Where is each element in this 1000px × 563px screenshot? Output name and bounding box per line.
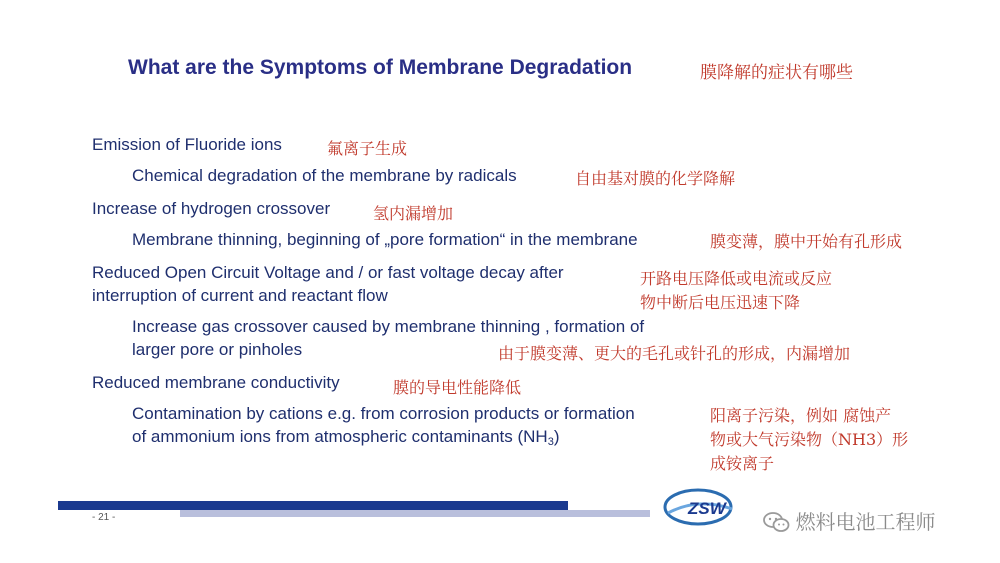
bullet-ocv-line1: Reduced Open Circuit Voltage and / or fast voltage decay after — [92, 263, 564, 282]
page-number: - 21 - — [92, 512, 116, 523]
sub-bullet-gas-crossover-line2: larger pore or pinholes — [132, 340, 303, 359]
contamination-line2-close: ) — [553, 427, 560, 446]
zsw-logo — [662, 487, 740, 532]
sub-bullet-contamination-line2 — [132, 427, 560, 448]
bullet-ocv-zh-line2: 物中断后电压迅速下降 — [640, 293, 801, 312]
sub-bullet-radicals: Chemical degradation of the membrane by radicals — [132, 166, 517, 185]
bullet-conductivity: Reduced membrane conductivity — [92, 373, 340, 392]
slide-title: What are the Symptoms of Membrane Degradation — [128, 56, 633, 79]
bullet-fluoride-zh: 氟离子生成 — [327, 139, 408, 158]
footer-bar-dark — [58, 501, 568, 510]
sub-bullet-contamination-zh-line3: 成铵离子 — [710, 454, 775, 473]
bullet-ocv-line2: interruption of current and reactant flow — [92, 286, 388, 305]
wechat-account-name: 燃料电池工程师 — [795, 512, 936, 534]
sub-bullet-gas-crossover-zh: 由于膜变薄、更大的毛孔或针孔的形成，内漏增加 — [498, 344, 851, 363]
sub-bullet-contamination-zh-line2: 物或大气污染物（NH3）形 — [710, 430, 909, 449]
bullet-hydrogen-crossover: Increase of hydrogen crossover — [92, 199, 331, 218]
sub-bullet-radicals-zh: 自由基对膜的化学降解 — [575, 169, 736, 188]
wechat-watermark — [762, 506, 936, 535]
footer-bar-light — [180, 510, 650, 517]
nh3-subscript: 3 — [547, 436, 554, 448]
sub-bullet-membrane-thinning-zh: 膜变薄，膜中开始有孔形成 — [710, 232, 903, 251]
slide-title-zh: 膜降解的症状有哪些 — [700, 63, 853, 83]
bullet-fluoride: Emission of Fluoride ions — [92, 135, 282, 154]
sub-bullet-contamination-line1: Contamination by cations e.g. from corrosion products or formation — [132, 404, 635, 423]
contamination-line2-text: of ammonium ions from atmospheric contaminants (NH — [132, 427, 548, 446]
wechat-icon — [762, 511, 790, 533]
sub-bullet-gas-crossover-line1: Increase gas crossover caused by membrane thinning , formation of — [132, 317, 645, 336]
bullet-conductivity-zh: 膜的导电性能降低 — [393, 378, 522, 397]
sub-bullet-membrane-thinning: Membrane thinning, beginning of „pore formation“ in the membrane — [132, 230, 638, 249]
bullet-hydrogen-crossover-zh: 氢内漏增加 — [373, 204, 454, 223]
sub-bullet-contamination-zh-line1: 阳离子污染，例如 腐蚀产 — [710, 406, 892, 425]
zsw-logo-text: ZSW — [688, 499, 726, 518]
bullet-ocv-zh-line1: 开路电压降低或电流或反应 — [640, 269, 833, 288]
